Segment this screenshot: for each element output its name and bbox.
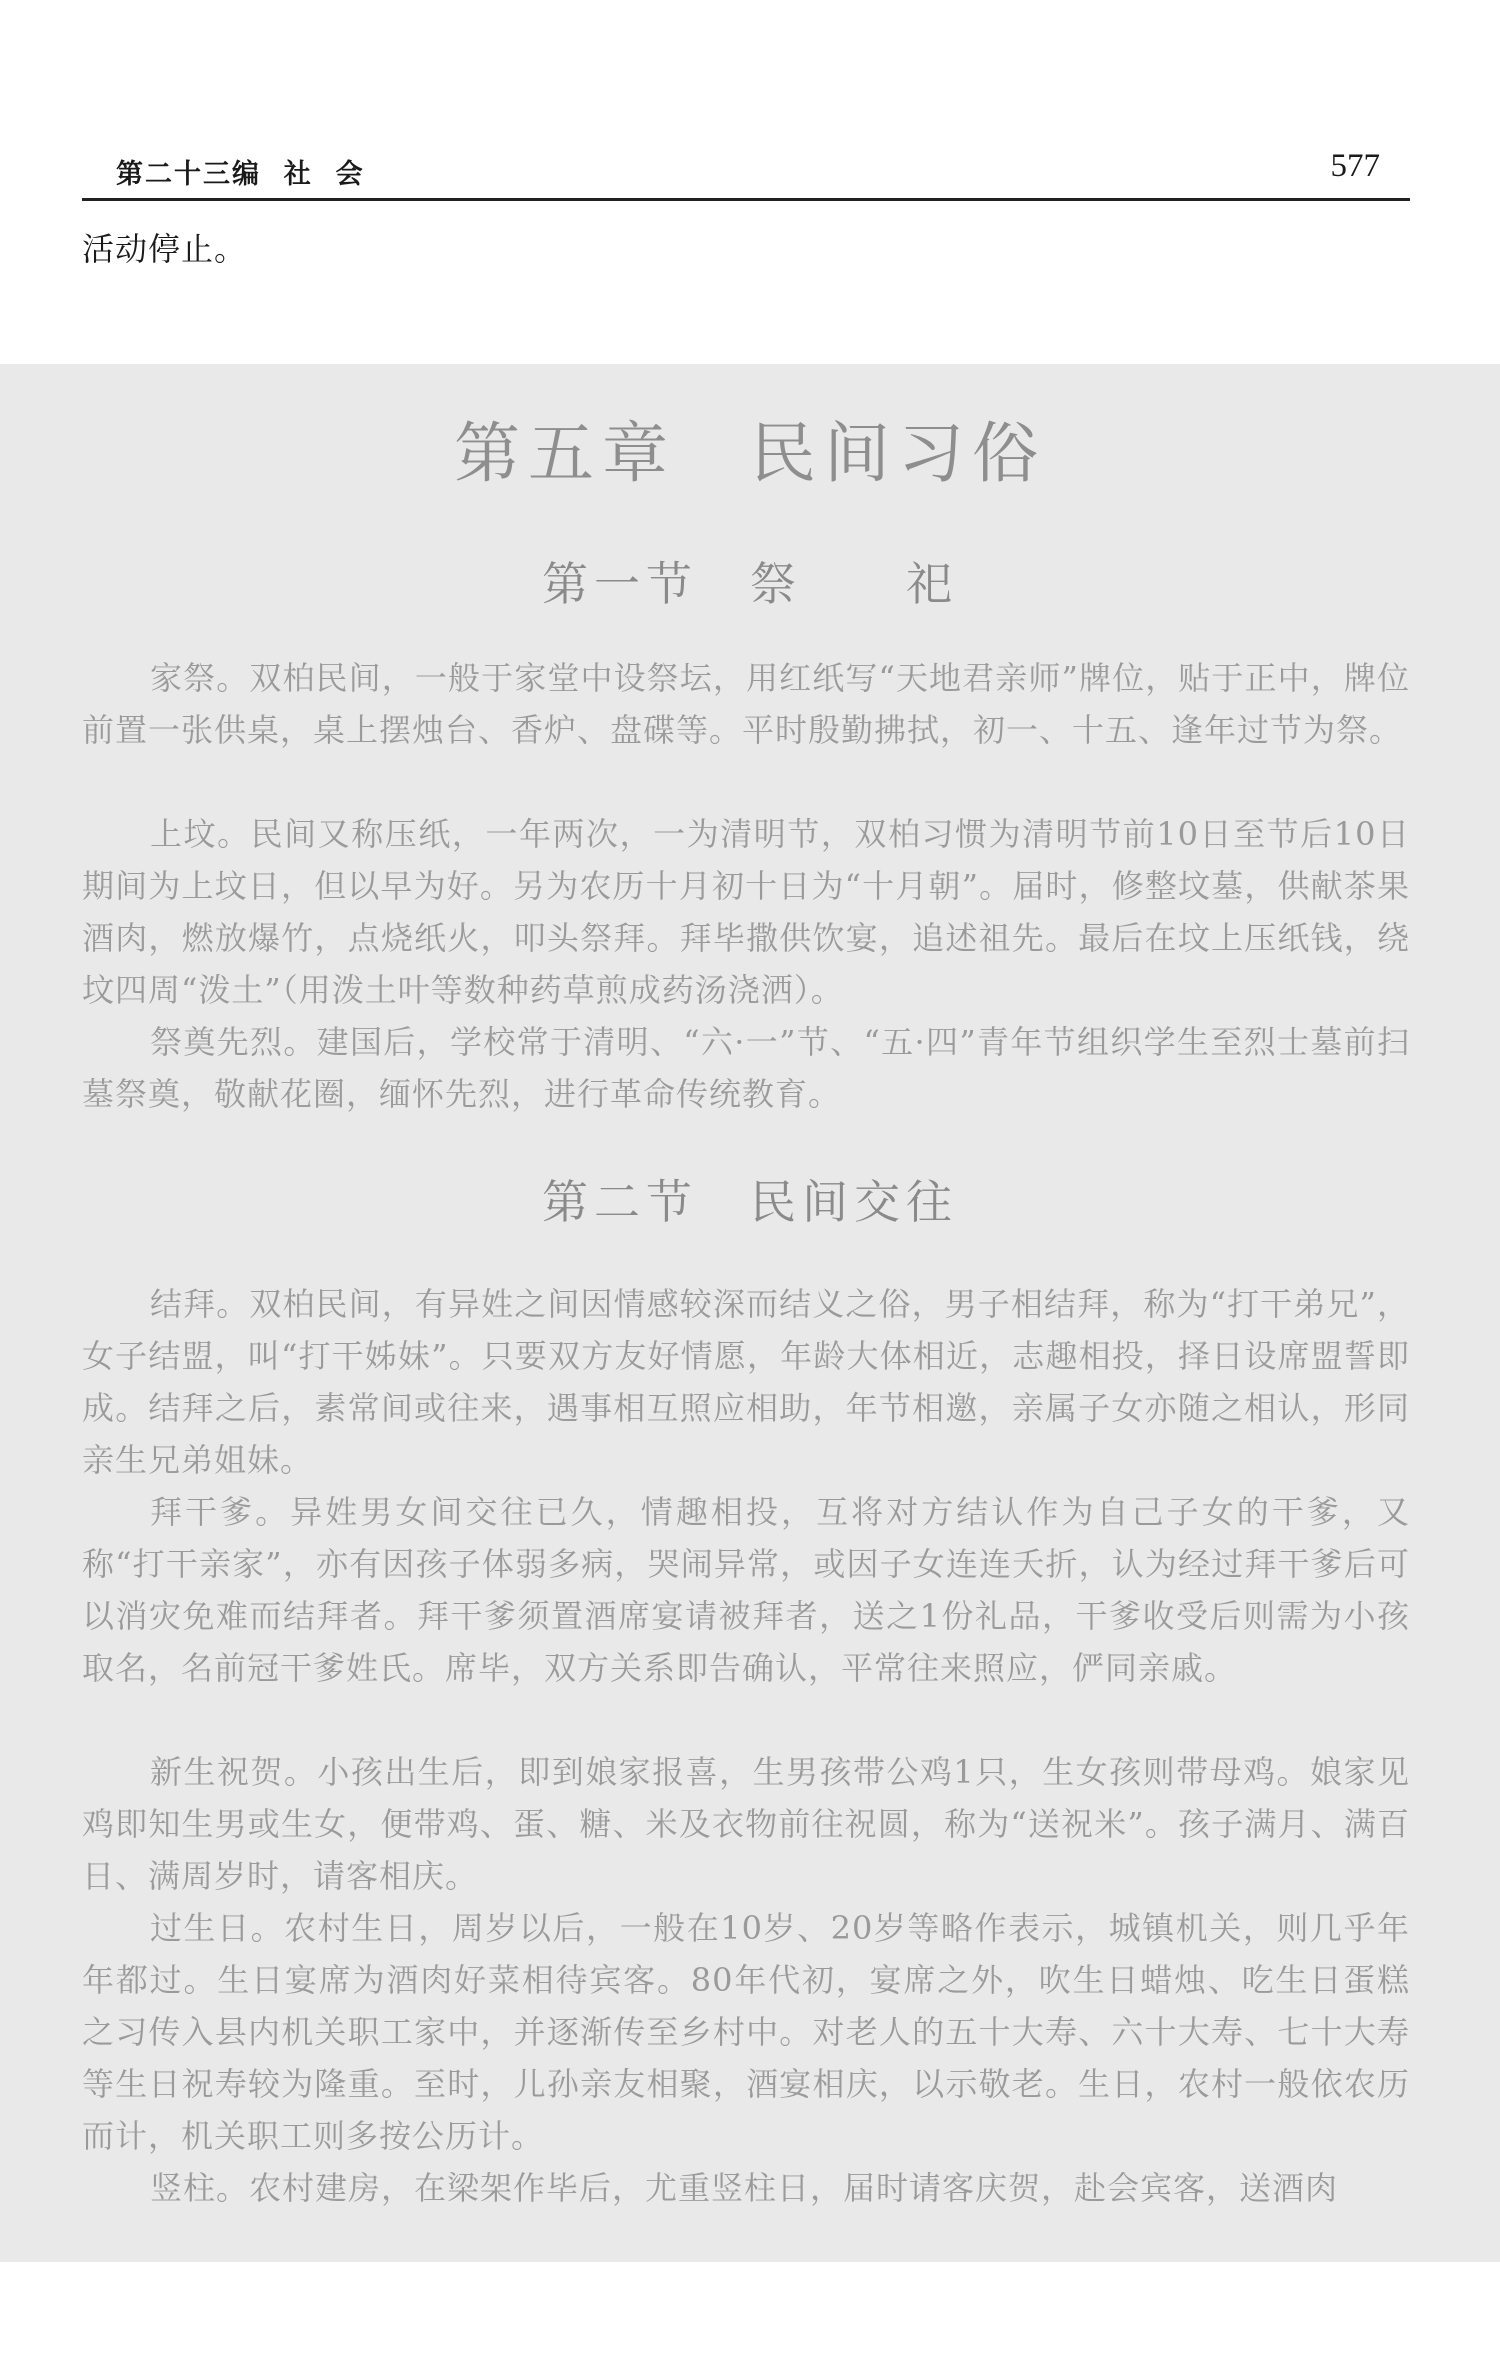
running-header — [82, 140, 1410, 201]
paragraph-grave-visit: 上坟。民间又称压纸，一年两次，一为清明节，双柏习惯为清明节前10日至节后10日期间为上坟日，但以早为好。另为农历十月初十日为“十月朝”。届时，修整坟墓，供献茶果酒肉，燃放爆竹，点烧纸火，叩头祭拜。拜毕撒供饮宴，追述祖先。最后在坟上压纸钱，绕坟四周“泼土”（用泼土叶等数种药草煎成药汤浇洒）。 — [82, 815, 1410, 1009]
paragraph-newborn: 新生祝贺。小孩出生后，即到娘家报喜，生男孩带公鸡1只，生女孩则带母鸡。娘家见鸡即知生男或生女，便带鸡、蛋、糖、米及衣物前往祝圆，称为“送祝米”。孩子满月、满百日、满周岁时，请客相庆。 — [82, 1753, 1410, 1895]
header-section-label: 第二十三编 社 会 — [116, 159, 365, 190]
paragraph-pillar-raising: 竖柱。农村建房，在梁架作毕后，尤重竖柱日，届时请客庆贺，赴会宾客，送酒肉 — [150, 2169, 1339, 2207]
paragraph-martyrs-memorial: 祭奠先烈。建国后，学校常于清明、“六·一”节、“五·四”青年节组织学生至烈士墓前扫墓祭奠，敬献花圈，缅怀先烈，进行革命传统教育。 — [82, 1023, 1410, 1113]
section-title-sacrifice: 第一节 祭 祀 — [542, 557, 958, 611]
page-number: 577 — [1330, 148, 1380, 184]
paragraph-sworn-brotherhood: 结拜。双柏民间，有异姓之间因情感较深而结义之俗，男子相结拜，称为“打干弟兄”，女子结盟，叫“打干姊妹”。只要双方友好情愿，年龄大体相近，志趣相投，择日设席盟誓即成。结拜之后，素常间或往来，遇事相互照应相助，年节相邀，亲属子女亦随之相认，形同亲生兄弟姐妹。 — [82, 1285, 1410, 1479]
chapter-title: 第五章 民间习俗 — [454, 415, 1046, 492]
paragraph-godfather: 拜干爹。异姓男女间交往已久，情趣相投，互将对方结认作为自己子女的干爹，又称“打干亲家”，亦有因孩子体弱多病，哭闹异常，或因子女连连夭折，认为经过拜干爹后可以消灾免难而结拜者。拜干爹须置酒席宴请被拜者，送之1份礼品，干爹收受后则需为小孩取名，名前冠干爹姓氏。席毕，双方关系即告确认，平常往来照应，俨同亲戚。 — [82, 1493, 1410, 1687]
paragraph-family-sacrifice: 家祭。双柏民间，一般于家堂中设祭坛，用红纸写“天地君亲师”牌位，贴于正中，牌位前置一张供桌，桌上摆烛台、香炉、盘碟等。平时殷勤拂拭，初一、十五、逢年过节为祭。 — [82, 659, 1410, 749]
section-title-social-relations: 第二节 民间交往 — [542, 1175, 958, 1229]
paragraph-birthday: 过生日。农村生日，周岁以后，一般在10岁、20岁等略作表示，城镇机关，则几乎年年都过。生日宴席为酒肉好菜相待宾客。80年代初，宴席之外，吹生日蜡烛、吃生日蛋糕之习传入县内机关职工家中，并逐渐传至乡村中。对老人的五十大寿、六十大寿、七十大寿等生日祝寿较为隆重。至时，儿孙亲友相聚，酒宴相庆，以示敬老。生日，农村一般依农历而计，机关职工则多按公历计。 — [82, 1909, 1410, 2155]
carryover-text: 活动停止。 — [82, 230, 248, 268]
